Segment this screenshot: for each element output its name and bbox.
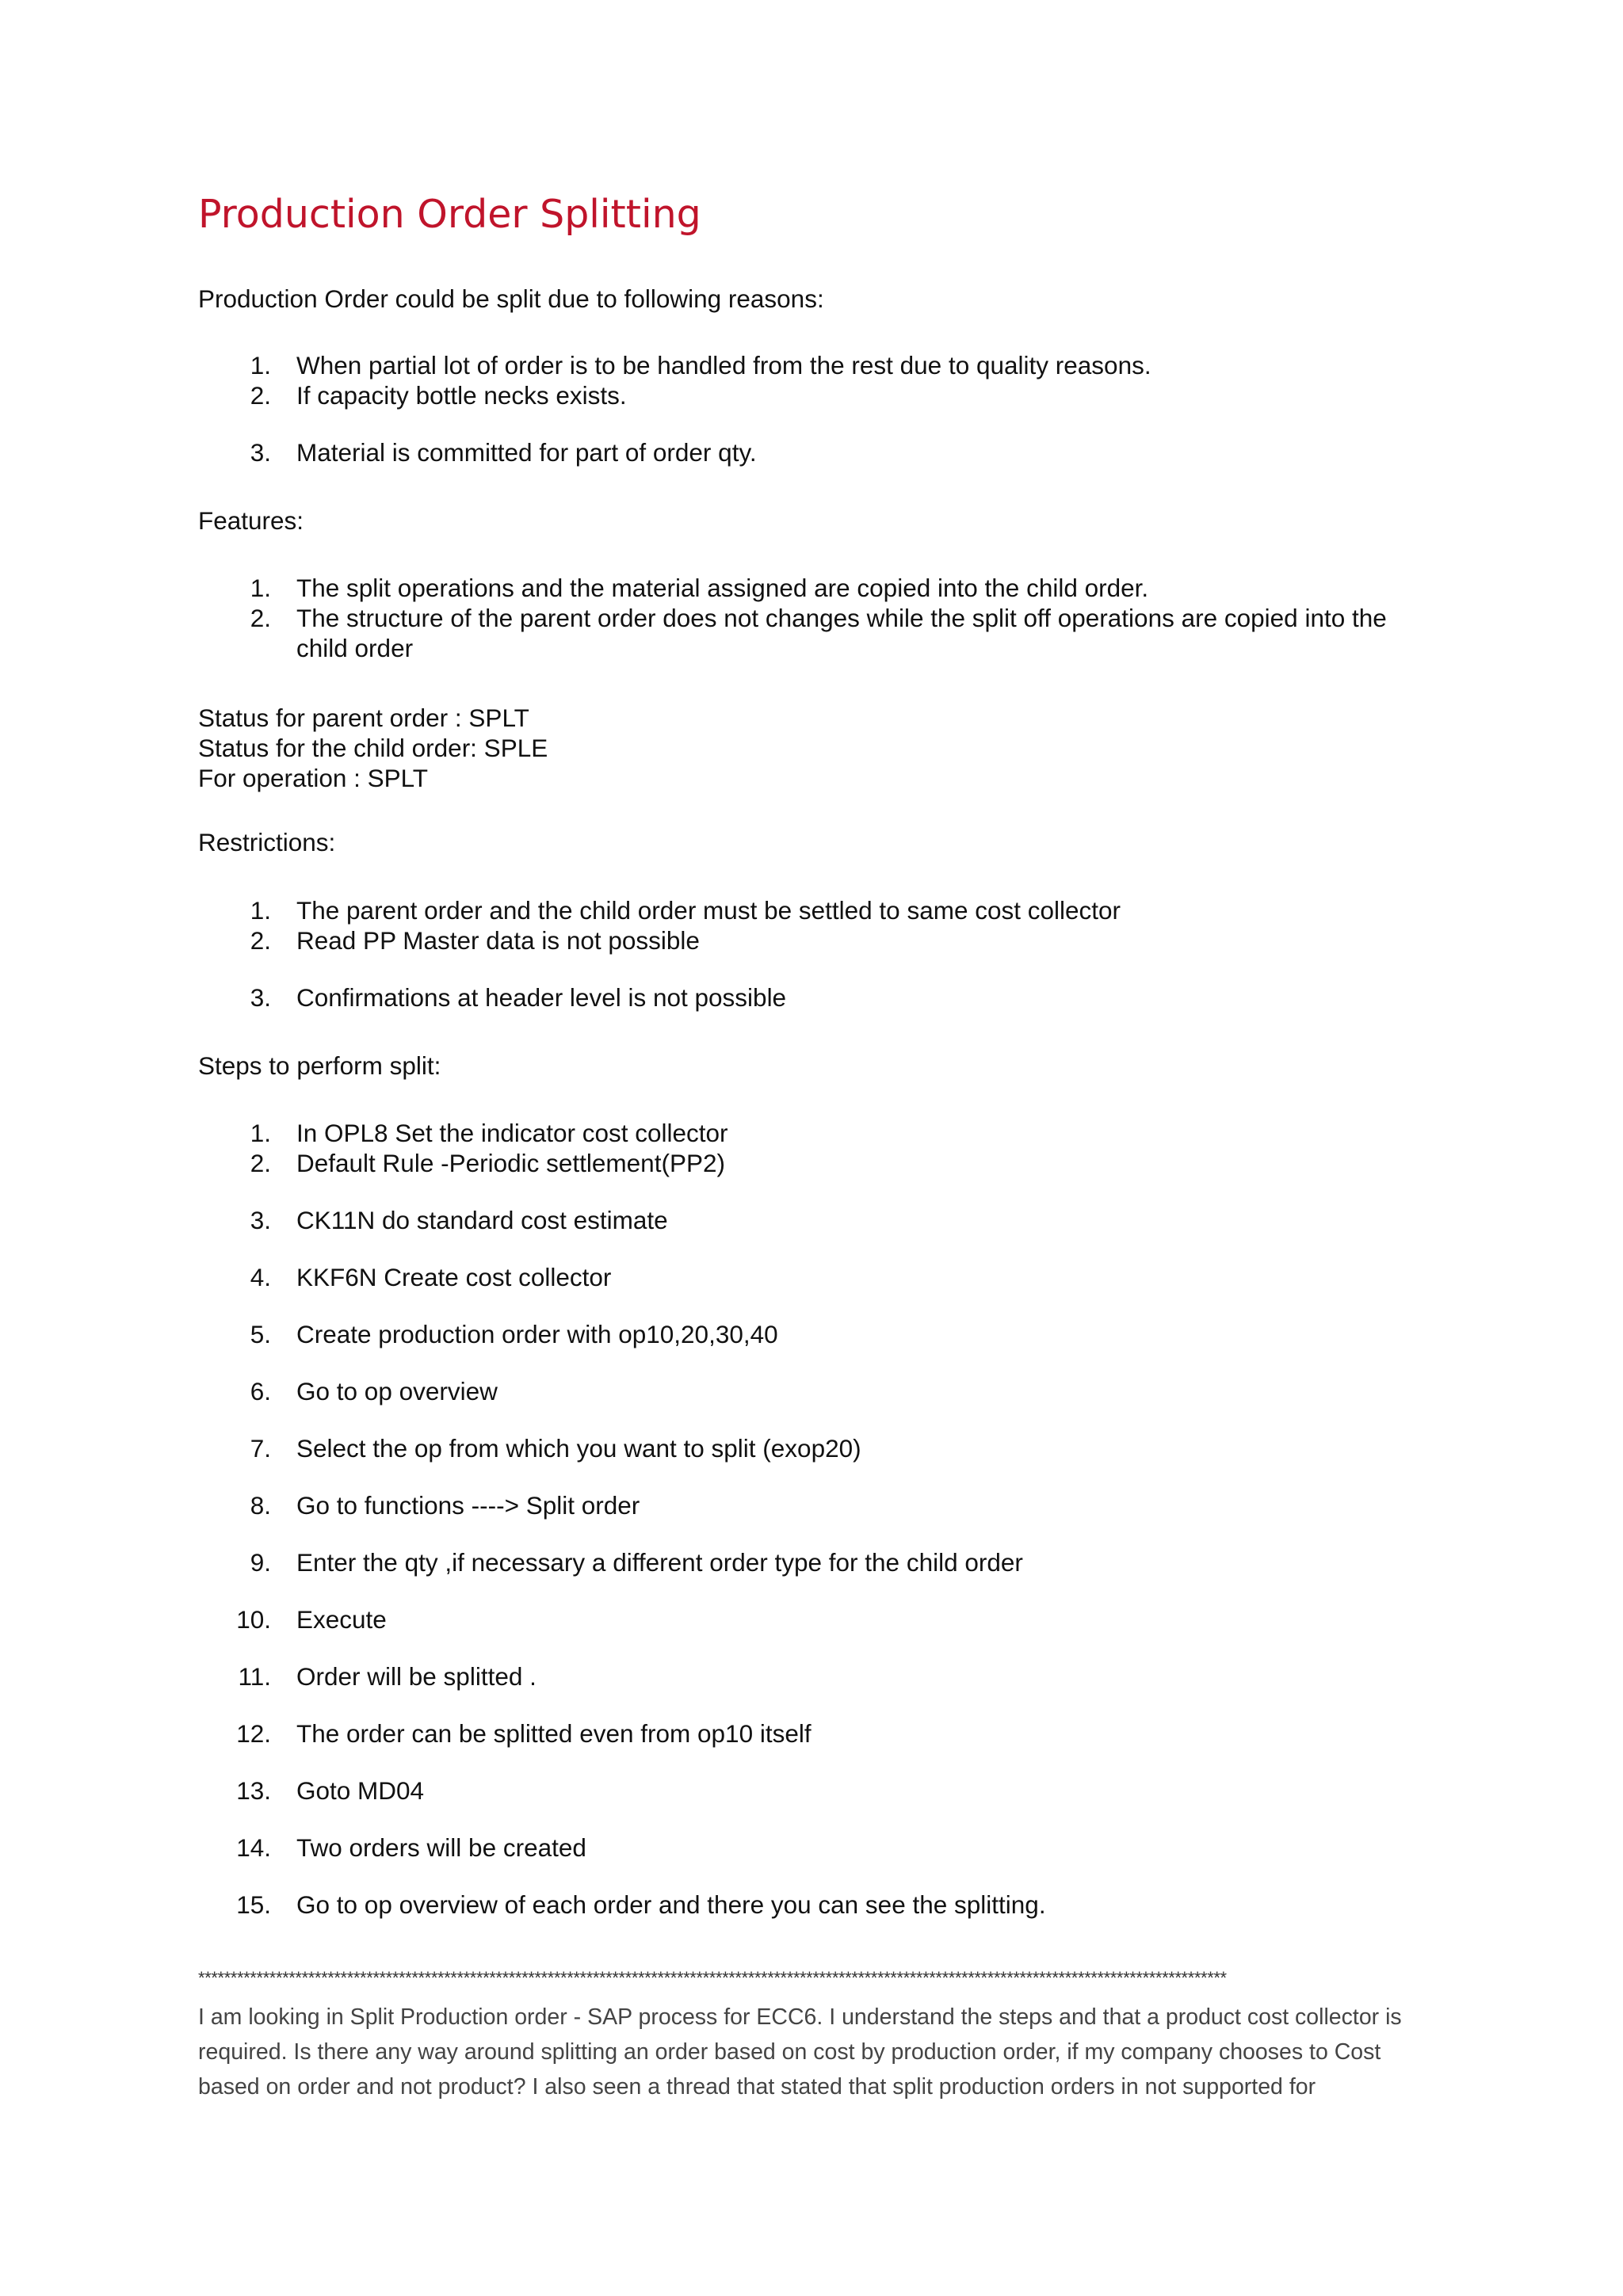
list-number: 8. xyxy=(250,1491,271,1520)
list-text: In OPL8 Set the indicator cost collector xyxy=(296,1119,728,1147)
list-number: 11. xyxy=(238,1662,271,1691)
list-number: 1. xyxy=(250,574,271,602)
list-text: Select the op from which you want to split (exop20) xyxy=(296,1434,861,1463)
list-number: 5. xyxy=(250,1320,271,1348)
status-line: Status for the child order: SPLE xyxy=(198,734,548,762)
list-text: Material is committed for part of order qty. xyxy=(296,438,757,467)
list-text: The structure of the parent order does not changes while the split off operations are copied into the child order xyxy=(296,604,1387,662)
status-block xyxy=(198,703,548,793)
list-text: Goto MD04 xyxy=(296,1776,425,1805)
list-text: Execute xyxy=(296,1605,387,1634)
list-text: Go to op overview of each order and there you can see the splitting. xyxy=(296,1890,1046,1919)
list-number: 1. xyxy=(250,1119,271,1147)
status-line: For operation : SPLT xyxy=(198,764,429,792)
features-heading: Features: xyxy=(198,506,304,535)
list-number: 12. xyxy=(236,1719,271,1748)
list-number: 6. xyxy=(250,1377,271,1405)
list-number: 3. xyxy=(250,438,271,467)
status-line: Status for parent order : SPLT xyxy=(198,704,529,732)
list-text: The order can be splitted even from op10 itself xyxy=(296,1719,812,1748)
list-number: 13. xyxy=(236,1776,271,1805)
list-number: 2. xyxy=(250,604,271,632)
list-text: When partial lot of order is to be handled from the rest due to quality reasons. xyxy=(296,351,1151,379)
list-text: If capacity bottle necks exists. xyxy=(296,381,627,410)
list-text: Confirmations at header level is not possible xyxy=(296,983,787,1012)
list-number: 2. xyxy=(250,926,271,955)
comment-text: I am looking in Split Production order - SAP process for ECC6. I understand the steps and that a product cost collector is required. Is there any way around splitting an order based on cost by production order, if my company chooses to Cost based on order and not product? I also seen a thread that stated that split production orders in not supported for xyxy=(198,2004,1402,2100)
list-number: 1. xyxy=(250,896,271,925)
list-number: 9. xyxy=(250,1548,271,1577)
list-number: 10. xyxy=(236,1605,271,1634)
list-text: Go to op overview xyxy=(296,1377,498,1405)
list-text: Read PP Master data is not possible xyxy=(296,926,700,955)
list-text: The parent order and the child order must be settled to same cost collector xyxy=(296,896,1121,925)
list-text: Two orders will be created xyxy=(296,1833,586,1862)
list-text: CK11N do standard cost estimate xyxy=(296,1206,668,1234)
page-title: Production Order Splitting xyxy=(198,192,701,237)
list-text: KKF6N Create cost collector xyxy=(296,1263,612,1291)
list-number: 1. xyxy=(250,351,271,379)
list-number: 3. xyxy=(250,1206,271,1234)
list-text: Create production order with op10,20,30,40 xyxy=(296,1320,778,1348)
intro-text: Production Order could be split due to following reasons: xyxy=(198,284,824,313)
list-number: 4. xyxy=(250,1263,271,1291)
list-text: Enter the qty ,if necessary a different order type for the child order xyxy=(296,1548,1023,1577)
steps-heading: Steps to perform split: xyxy=(198,1051,441,1080)
list-number: 2. xyxy=(250,1149,271,1177)
list-number: 14. xyxy=(236,1833,271,1862)
list-text: The split operations and the material assigned are copied into the child order. xyxy=(296,574,1149,602)
list-text: Go to functions ----> Split order xyxy=(296,1491,640,1520)
list-number: 7. xyxy=(250,1434,271,1463)
list-number: 2. xyxy=(250,381,271,410)
asterisk-divider: *************************************************************************************************************************************************************** xyxy=(198,1968,1227,1988)
list-text: Default Rule -Periodic settlement(PP2) xyxy=(296,1149,725,1177)
restrictions-heading: Restrictions: xyxy=(198,828,336,856)
list-number: 15. xyxy=(236,1890,271,1919)
list-number: 3. xyxy=(250,983,271,1012)
list-text: Order will be splitted . xyxy=(296,1662,537,1691)
